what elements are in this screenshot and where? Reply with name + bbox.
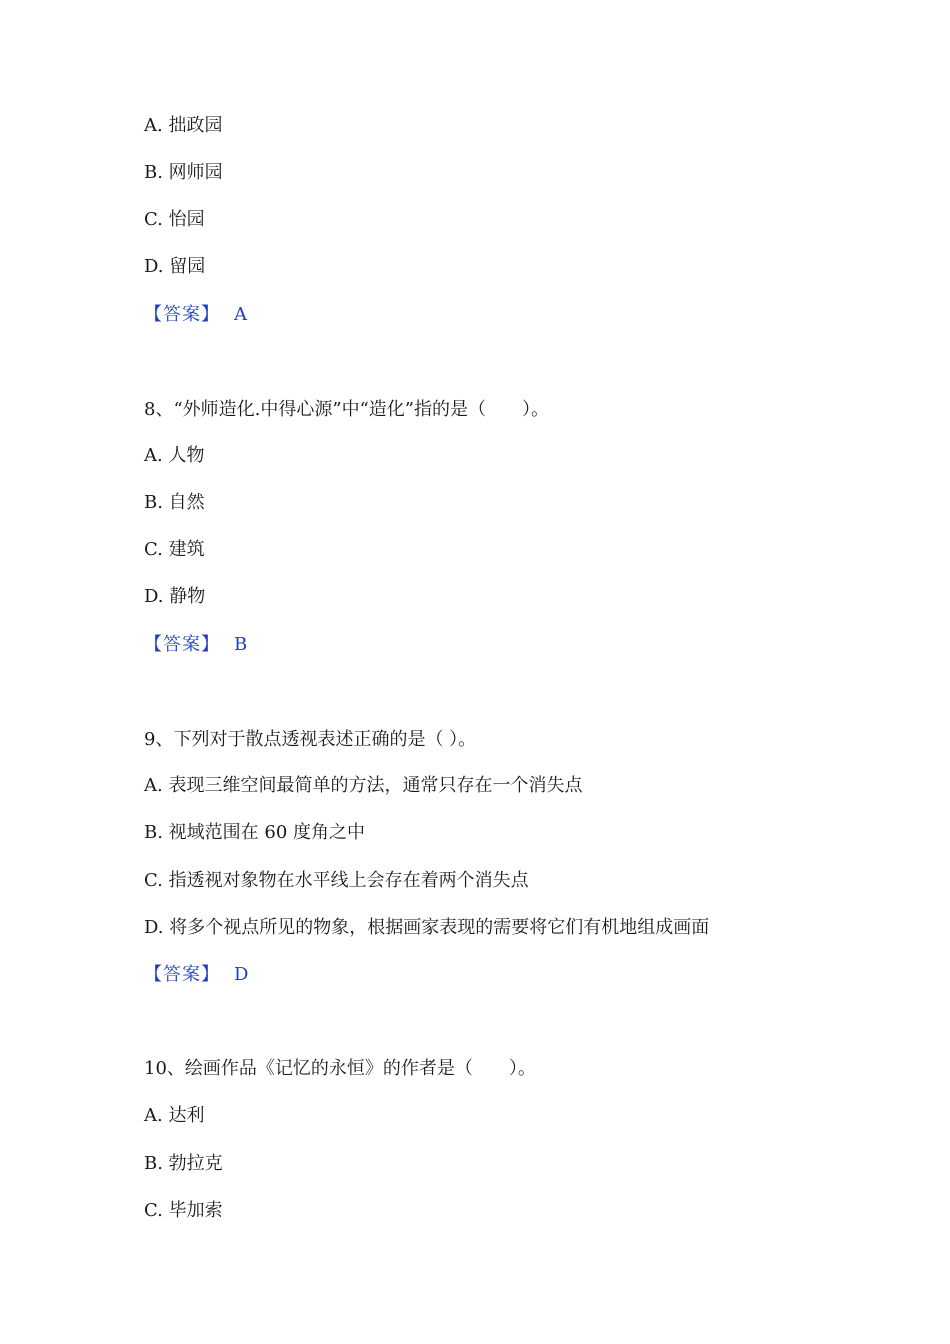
q7-answer [144, 303, 247, 327]
q8-option-b: B. 自然 [144, 492, 205, 513]
q7-option-d: D. 留园 [144, 256, 206, 277]
q8-option-a: A. 人物 [144, 445, 205, 466]
q10-option-a: A. 达利 [144, 1105, 205, 1126]
q9-question: 9、下列对于散点透视表述正确的是（ ）。 [144, 729, 477, 750]
q9-answer-value: D [234, 964, 249, 985]
q7-option-b: B. 网师园 [144, 162, 223, 183]
q9-option-b: B. 视域范围在 60 度角之中 [144, 822, 366, 843]
q7-option-c: C. 怡园 [144, 209, 205, 230]
q8-question: 8、“外师造化.中得心源”中“造化”指的是（ ）。 [144, 399, 549, 420]
q10-question: 10、绘画作品《记忆的永恒》的作者是（ ）。 [144, 1058, 536, 1079]
q8-answer [144, 633, 247, 657]
q9-answer-label: 【答案】 [144, 964, 220, 985]
q7-answer-label: 【答案】 [144, 304, 220, 325]
q8-option-d: D. 静物 [144, 586, 206, 607]
q9-option-d: D. 将多个视点所见的物象，根据画家表现的需要将它们有机地组成画面 [144, 917, 710, 938]
q10-option-c: C. 毕加索 [144, 1200, 223, 1221]
q8-answer-value: B [234, 634, 248, 655]
q9-answer [144, 963, 248, 987]
q8-answer-label: 【答案】 [144, 634, 220, 655]
q9-option-a: A. 表现三维空间最简单的方法，通常只存在一个消失点 [144, 775, 583, 796]
q9-option-c: C. 指透视对象物在水平线上会存在着两个消失点 [144, 870, 529, 891]
q7-option-a: A. 拙政园 [144, 115, 223, 136]
q8-option-c: C. 建筑 [144, 539, 205, 560]
q10-option-b: B. 勃拉克 [144, 1153, 223, 1174]
q7-answer-value: A [234, 304, 247, 325]
